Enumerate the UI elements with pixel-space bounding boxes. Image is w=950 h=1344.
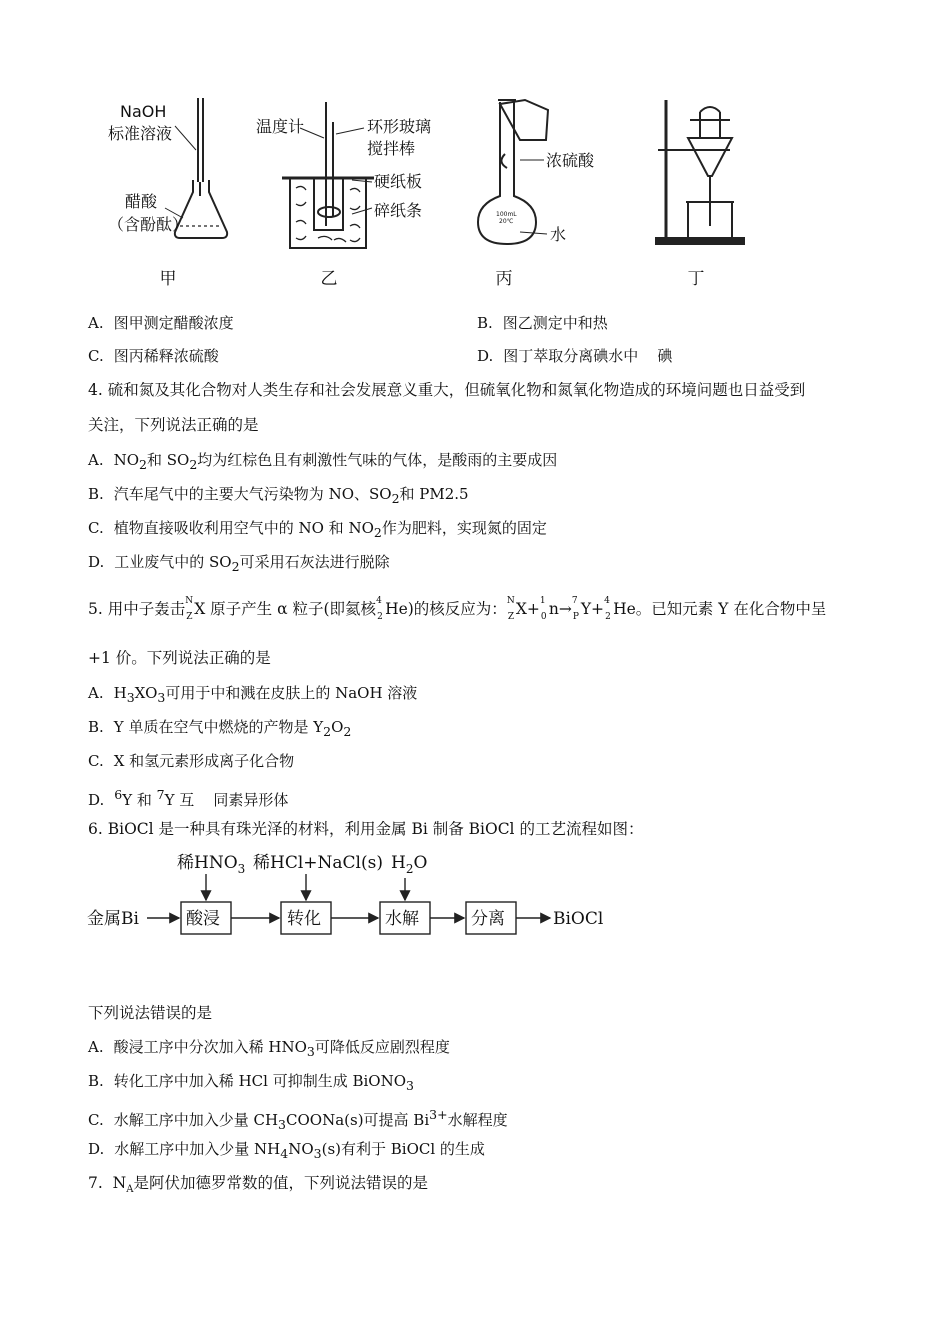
q6-option-a: A. 酸浸工序中分次加入稀 $HNO_3$可降低反应剧烈程度	[88, 1038, 450, 1059]
q5-option-c: C. X 和氢元素形成离子化合物	[88, 752, 295, 770]
q4-option-b: B. 汽车尾气中的主要大气污染物为 NO、$SO_2$和 PM2.5	[88, 485, 469, 506]
q6-option-d: D. 水解工序中加入少量 $NH_4NO_3(s)$有利于 BiOCl 的生成	[88, 1140, 485, 1161]
q3-option-a: A. 图甲测定醋酸浓度	[88, 314, 234, 332]
flask-volume-text: 100mL	[496, 211, 517, 218]
flow-box-separation-label: 分离	[471, 909, 505, 929]
flask-temp-text: 20℃	[499, 218, 514, 225]
q3-option-b: B. 图乙测定中和热	[477, 314, 608, 332]
isotope-he-2: 4 2	[604, 596, 611, 622]
label-naoh: NaOH	[120, 102, 167, 121]
label-thermometer: 温度计	[256, 117, 305, 136]
reagent-hcl-nacl: 稀HCl+NaCl(s)	[253, 853, 383, 873]
label-ring-stirrer: 环形玻璃	[367, 117, 432, 136]
label-phenolphthalein: （含酚酞）	[108, 215, 189, 234]
q3-option-d: D. 图丁萃取分离碘水中 碘	[477, 347, 673, 365]
q4-option-d: D. 工业废气中的 $SO_2$可采用石灰法进行脱除	[88, 553, 390, 574]
q4-option-c: C. 植物直接吸收利用空气中的 NO 和 $NO_2$作为肥料，实现氮的固定	[88, 519, 547, 540]
caption-bing: 丙	[495, 269, 513, 289]
label-cardboard: 硬纸板	[374, 172, 423, 191]
caption-jia: 甲	[159, 269, 177, 289]
q5-option-b: B. Y 单质在空气中燃烧的产物是 $Y_2O_2$	[88, 718, 352, 739]
q6-option-c: C. 水解工序中加入少量 $CH_3COONa(s)$可提高 $Bi^{3+}$水解程度	[88, 1107, 508, 1132]
process-flow-diagram	[85, 846, 625, 946]
flow-end-biocl: BiOCl	[553, 909, 604, 929]
q7-stem: 7. $N_A$是阿伏加德罗常数的值，下列说法错误的是	[88, 1174, 428, 1196]
q4-stem-line1: 4. 硫和氮及其化合物对人类生存和社会发展意义重大，但硫氧化物和氮氧化物造成的环境问题也日益受到	[88, 381, 806, 399]
apparatus-figure	[0, 0, 950, 300]
flow-box-acid-leach-label: 酸浸	[186, 909, 220, 929]
q3-option-c: C. 图丙稀释浓硫酸	[88, 347, 219, 365]
apparatus-ding	[656, 100, 744, 244]
q6-stem2: 下列说法错误的是	[88, 1004, 213, 1022]
q5-option-d: D. $^6$Y 和 $^7$Y 互 同素异形体	[88, 787, 289, 809]
label-stirrer-rod: 搅拌棒	[367, 139, 416, 158]
isotope-y: 7 P	[571, 596, 579, 622]
caption-ding: 丁	[687, 269, 705, 289]
q5-option-a: A. $H_3XO_3$可用于中和溅在皮肤上的 NaOH 溶液	[88, 684, 418, 705]
q5-stem-line1: 5. 用中子轰击 N Z X 原子产生 α 粒子(即氦核 4 2 He)的核反应为： N Z X+ 1 0 n→ 7 P Y+ 4 2 He。已知元素 Y 在化合物中呈	[88, 596, 827, 622]
label-conc-sulfuric: 浓硫酸	[546, 151, 595, 170]
flow-box-hydrolysis-label: 水解	[385, 909, 419, 929]
caption-yi: 乙	[320, 269, 338, 289]
q6-option-b: B. 转化工序中加入稀 HCl 可抑制生成 BiONO$_3$	[88, 1072, 414, 1093]
label-acetic-acid: 醋酸	[125, 192, 158, 211]
label-paper-strips: 碎纸条	[374, 201, 423, 220]
reagent-hno3: 稀$HNO_3$	[177, 853, 246, 876]
flow-box-conversion-label: 转化	[287, 909, 321, 929]
q4-stem-line2: 关注，下列说法正确的是	[88, 416, 259, 434]
isotope-he: 4 2	[376, 596, 383, 622]
isotope-n: 1 0	[539, 596, 547, 622]
isotope-x: N Z	[185, 596, 194, 622]
q6-stem: 6. BiOCl 是一种具有珠光泽的材料，利用金属 Bi 制备 BiOCl 的工艺流程如图：	[88, 820, 644, 838]
label-water: 水	[550, 225, 567, 244]
q5-stem-line2: +1 价。下列说法正确的是	[88, 649, 271, 667]
isotope-x-2: N Z	[506, 596, 515, 622]
label-standard-solution: 标准溶液	[108, 124, 173, 143]
flow-start-bi: 金属Bi	[87, 909, 139, 929]
q4-option-a: A. $NO_2$和 $SO_2$均为红棕色且有刺激性气味的气体，是酸雨的主要成因	[88, 451, 558, 472]
reagent-water: $H_2O$	[391, 853, 428, 876]
